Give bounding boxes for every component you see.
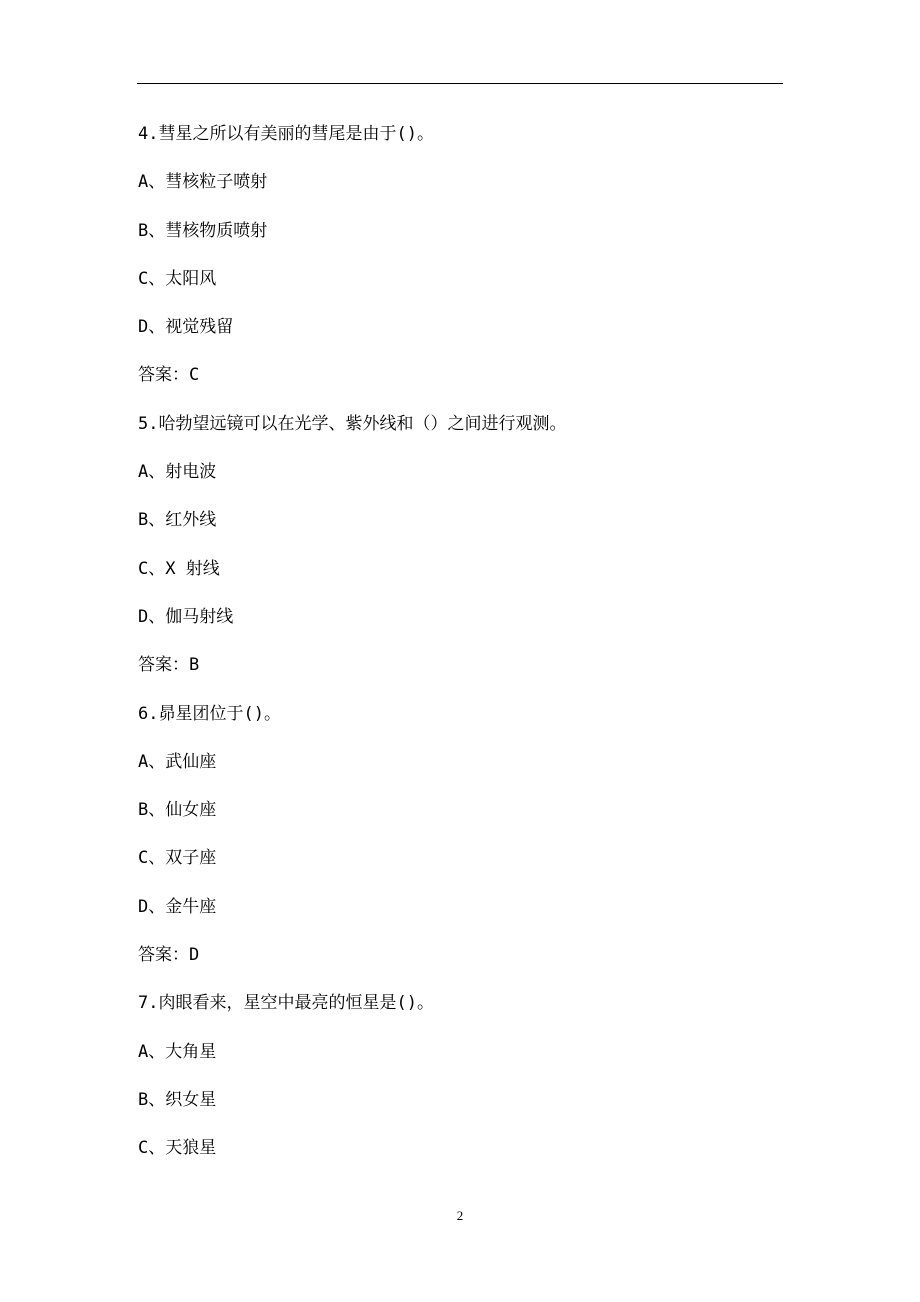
option-b: B、红外线 [138, 510, 217, 531]
option-a: A、射电波 [138, 462, 217, 483]
answer: 答案：C [138, 365, 200, 386]
question-stem: 5.哈勃望远镜可以在光学、紫外线和（）之间进行观测。 [138, 413, 567, 434]
option-a: A、彗核粒子喷射 [138, 172, 268, 193]
option-c: C、太阳风 [138, 268, 217, 289]
question-stem: 4.彗星之所以有美丽的彗尾是由于()。 [138, 124, 434, 144]
question-list [138, 118, 784, 1181]
question-stem: 6.昴星团位于()。 [138, 703, 281, 724]
option-b: B、织女星 [138, 1089, 217, 1110]
page-number: 2 [456, 1208, 464, 1223]
option-a: A、武仙座 [138, 751, 217, 772]
question-stem: 7.肉眼看来，星空中最亮的恒星是()。 [138, 993, 434, 1014]
header-rule [137, 83, 783, 84]
option-b: B、彗核物质喷射 [138, 220, 268, 241]
option-a: A、大角星 [138, 1041, 217, 1062]
option-d: D、伽马射线 [138, 606, 234, 627]
option-c: C、天狼星 [138, 1138, 217, 1159]
option-d: D、视觉残留 [138, 317, 234, 338]
answer: 答案：D [138, 945, 200, 966]
option-d: D、金牛座 [138, 896, 217, 917]
option-b: B、仙女座 [138, 800, 217, 821]
answer: 答案：B [138, 655, 200, 676]
option-c: C、X 射线 [138, 558, 220, 579]
option-c: C、双子座 [138, 848, 217, 869]
